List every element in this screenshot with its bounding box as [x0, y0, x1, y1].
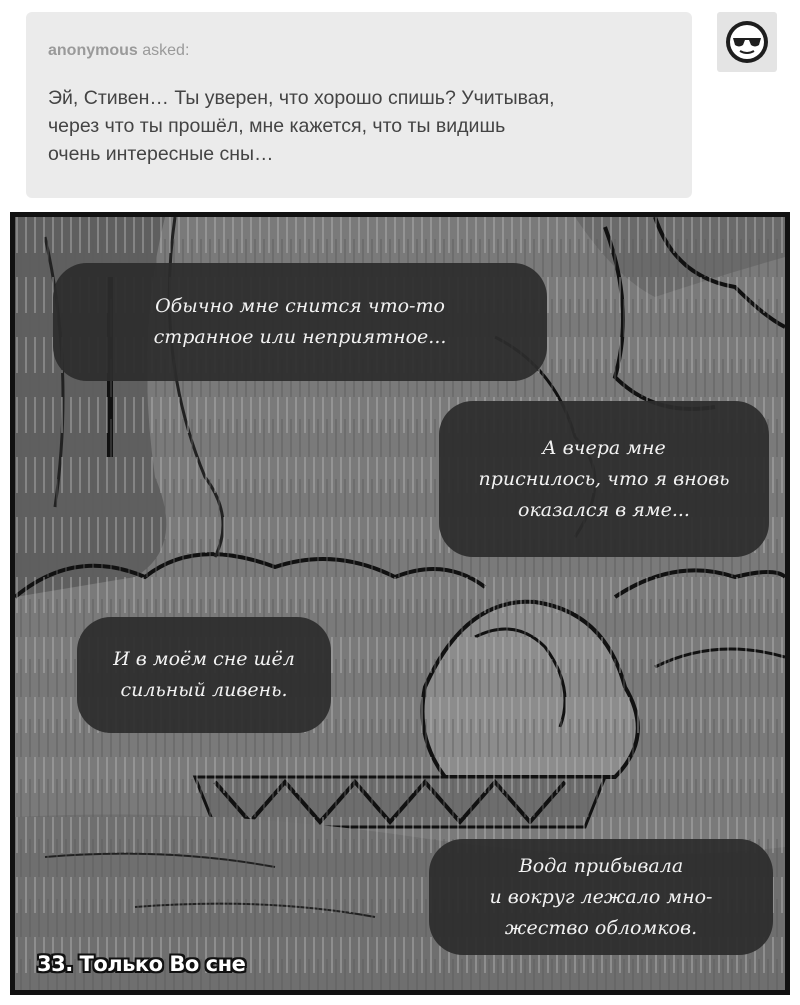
question-line: очень интересные сны…	[48, 143, 274, 165]
bubble-line: сильный ливень.	[120, 679, 288, 701]
bubble-line: приснилось, что я вновь	[478, 467, 730, 490]
speech-bubble-4	[429, 839, 773, 955]
avatar[interactable]	[717, 12, 777, 72]
comic-panel	[10, 212, 790, 995]
bubble-line: странное или неприятное...	[153, 326, 447, 348]
asker-line	[48, 42, 670, 60]
bubble-line: Обычно мне снится что-то	[155, 295, 445, 317]
bubble-line: и вокруг лежало мно-	[489, 885, 713, 908]
speech-bubble-2	[439, 401, 769, 557]
speech-bubble-1	[53, 263, 547, 381]
bubble-line: Вода прибывала	[518, 854, 684, 877]
comic-caption: 33. Только Во сне	[37, 952, 246, 976]
question-line: Эй, Стивен… Ты уверен, что хорошо спишь? Учитывая,	[48, 87, 555, 109]
asked-label: asked:	[142, 42, 190, 59]
bubble-line: жество обломков.	[504, 916, 698, 939]
asker-name[interactable]: anonymous	[48, 42, 138, 59]
bubble-line: А вчера мне	[542, 436, 666, 459]
sunglasses-face-icon	[723, 18, 771, 66]
question-text	[48, 84, 670, 168]
question-line: через что ты прошёл, мне кажется, что ты видишь	[48, 115, 506, 137]
speech-bubble-3	[77, 617, 331, 733]
bubble-line: оказался в яме...	[518, 498, 690, 521]
ask-card	[26, 12, 692, 198]
bubble-line: И в моём сне шёл	[113, 648, 295, 670]
